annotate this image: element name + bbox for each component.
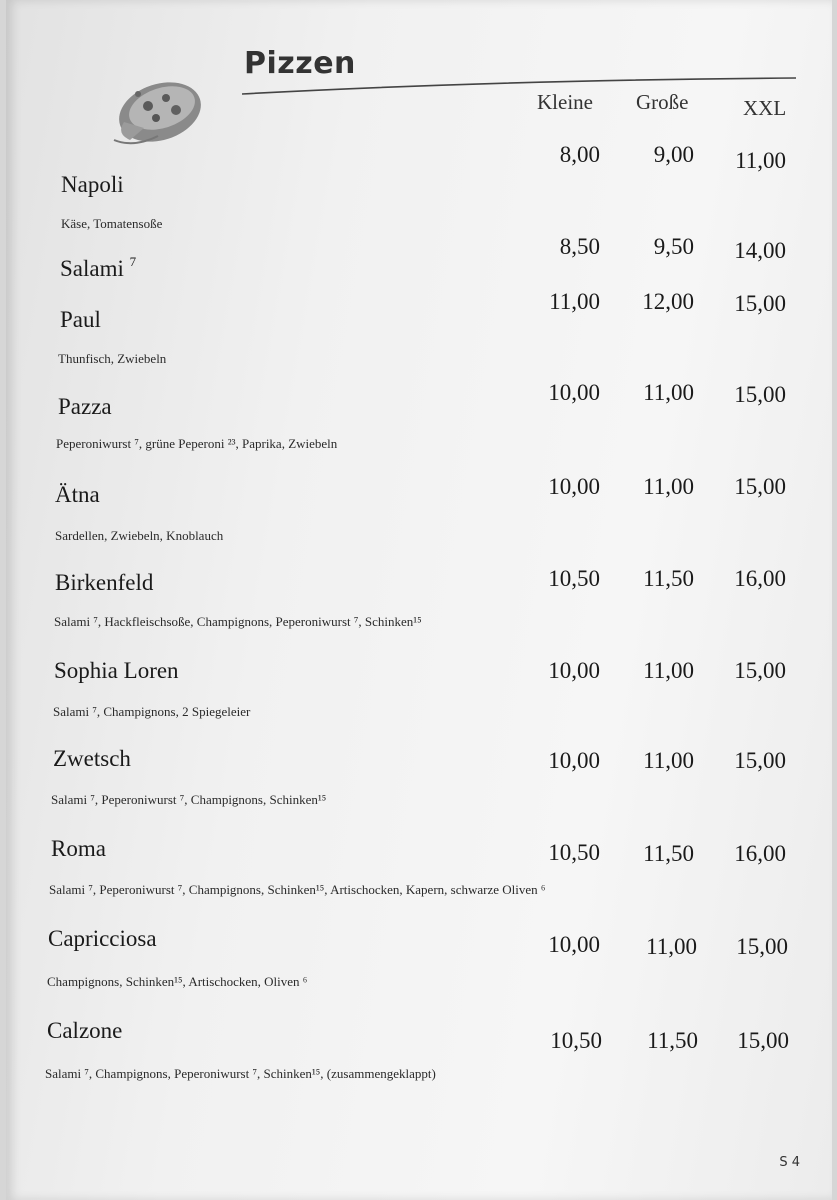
price-large: 11,00 [643, 748, 694, 773]
menu-item [6, 926, 832, 1006]
price-xxl: 15,00 [734, 748, 786, 773]
item-description: Champignons, Schinken¹⁵, Artischocken, Oliven ⁶ [47, 974, 308, 989]
price-small: 10,50 [548, 566, 600, 591]
price-large: 11,50 [643, 841, 694, 866]
price-small: 10,50 [550, 1028, 602, 1053]
item-description: Thunfisch, Zwiebeln [58, 351, 167, 366]
item-name: Napoli [61, 172, 124, 197]
menu-item [6, 287, 832, 367]
item-name: Capricciosa [48, 926, 157, 951]
item-name: Zwetsch [53, 746, 131, 771]
price-xxl: 15,00 [737, 1028, 789, 1053]
price-large: 11,50 [647, 1028, 698, 1053]
item-description: Salami ⁷, Peperoniwurst ⁷, Champignons, Schinken¹⁵ [51, 792, 327, 807]
price-small: 10,00 [548, 658, 600, 683]
item-name: Ätna [55, 482, 100, 507]
item-name: Salami $^7$ [60, 254, 137, 281]
column-header-xxl: XXL [743, 96, 787, 120]
menu-item [6, 564, 832, 644]
price-small: 10,50 [548, 840, 600, 865]
column-header-small: Kleine [537, 90, 593, 114]
price-large: 11,00 [643, 474, 694, 499]
price-large: 11,00 [643, 380, 694, 405]
price-large: 9,00 [653, 142, 694, 167]
price-xxl: 15,00 [734, 291, 786, 316]
price-large: 12,00 [642, 289, 694, 314]
price-large: 11,50 [643, 566, 694, 591]
price-xxl: 14,00 [734, 238, 786, 263]
item-name: Calzone [47, 1018, 123, 1043]
item-name: Roma [51, 836, 106, 861]
item-name: Birkenfeld [55, 570, 154, 595]
price-small: 8,50 [559, 234, 600, 259]
price-xxl: 16,00 [734, 841, 786, 866]
title-underline [242, 74, 796, 98]
page-number: S 4 [779, 1155, 800, 1170]
price-large: 11,00 [646, 934, 697, 959]
item-description: Salami ⁷, Peperoniwurst ⁷, Champignons, Schinken¹⁵, Artischocken, Kapern, schwarze Oliven ⁶ [49, 882, 546, 897]
price-xxl: 15,00 [736, 934, 788, 959]
item-description: Salami ⁷, Hackfleischsoße, Champignons, Peperoniwurst ⁷, Schinken¹⁵ [54, 614, 422, 629]
item-description: Peperoniwurst ⁷, grüne Peperoni ²³, Paprika, Zwiebeln [56, 436, 338, 451]
pizza-illustration-icon [104, 70, 208, 150]
page-title: Pizzen [244, 46, 356, 81]
price-xxl: 15,00 [734, 658, 786, 683]
menu-item [6, 746, 832, 826]
column-header-large: Große [636, 90, 689, 114]
item-name: Sophia Loren [54, 658, 179, 683]
menu-item [6, 140, 832, 231]
price-small: 10,00 [548, 474, 600, 499]
item-description: Sardellen, Zwiebeln, Knoblauch [55, 528, 224, 543]
menu-item [6, 836, 832, 916]
price-small: 10,00 [548, 932, 600, 957]
menu-item [6, 380, 832, 460]
menu-item [6, 472, 832, 552]
price-small: 8,00 [559, 142, 600, 167]
menu-page [6, 0, 832, 1200]
item-name: Pazza [58, 394, 112, 419]
price-xxl: 11,00 [735, 148, 786, 173]
item-description: Käse, Tomatensoße [61, 216, 163, 231]
price-small: 11,00 [549, 289, 600, 314]
price-xxl: 15,00 [734, 474, 786, 499]
item-name: Paul [60, 307, 101, 332]
item-description: Salami ⁷, Champignons, 2 Spiegeleier [53, 704, 251, 719]
item-description: Salami ⁷, Champignons, Peperoniwurst ⁷, Schinken¹⁵, (zusammengeklappt) [45, 1066, 436, 1081]
menu-item [6, 1016, 832, 1096]
price-large: 11,00 [643, 658, 694, 683]
price-xxl: 16,00 [734, 566, 786, 591]
price-small: 10,00 [548, 748, 600, 773]
price-large: 9,50 [653, 234, 694, 259]
price-xxl: 15,00 [734, 382, 786, 407]
menu-item [6, 656, 832, 736]
price-small: 10,00 [548, 380, 600, 405]
